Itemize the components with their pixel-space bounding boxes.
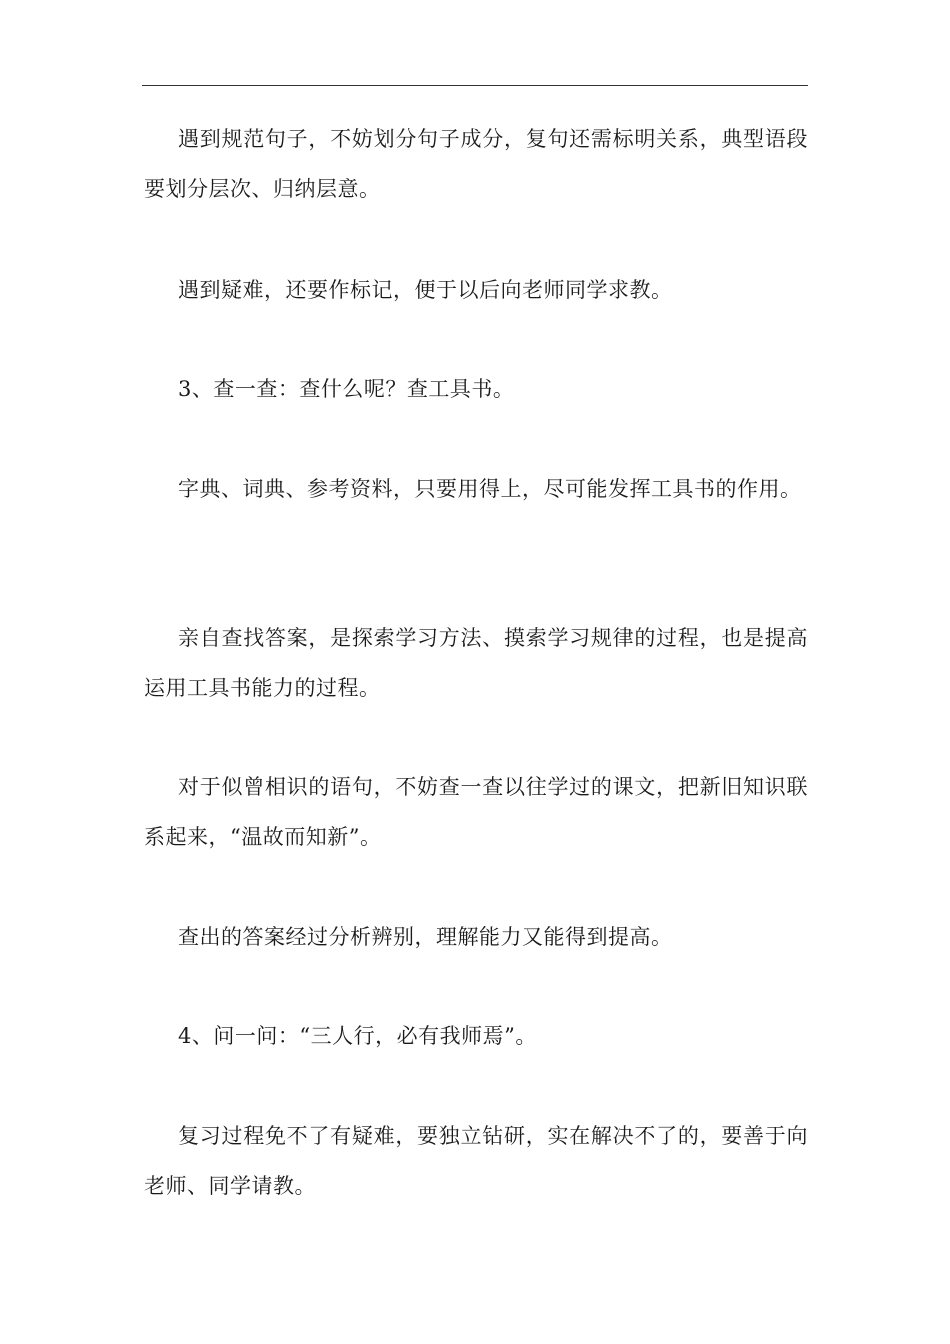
paragraph-3: 3、查一查：查什么呢？查工具书。 (178, 377, 515, 401)
paragraph-7: 查出的答案经过分析辨别，理解能力又能得到提高。 (178, 925, 673, 949)
header-rule (142, 85, 808, 86)
paragraph-6: 对于似曾相识的语句，不妨查一查以往学过的课文，把新旧知识联系起来，“温故而知新”。 (144, 775, 808, 849)
paragraph-1: 遇到规范句子，不妨划分句子成分，复句还需标明关系，典型语段要划分层次、归纳层意。 (144, 127, 808, 201)
paragraph-9: 复习过程免不了有疑难，要独立钻研，实在解决不了的，要善于向老师、同学请教。 (144, 1124, 808, 1198)
paragraph-4: 字典、词典、参考资料，只要用得上，尽可能发挥工具书的作用。 (178, 477, 802, 501)
paragraph-8: 4、问一问：“三人行，必有我师焉”。 (178, 1024, 537, 1048)
paragraph-5: 亲自查找答案，是探索学习方法、摸索学习规律的过程，也是提高运用工具书能力的过程。 (144, 626, 808, 700)
paragraph-2: 遇到疑难，还要作标记，便于以后向老师同学求教。 (178, 278, 673, 302)
